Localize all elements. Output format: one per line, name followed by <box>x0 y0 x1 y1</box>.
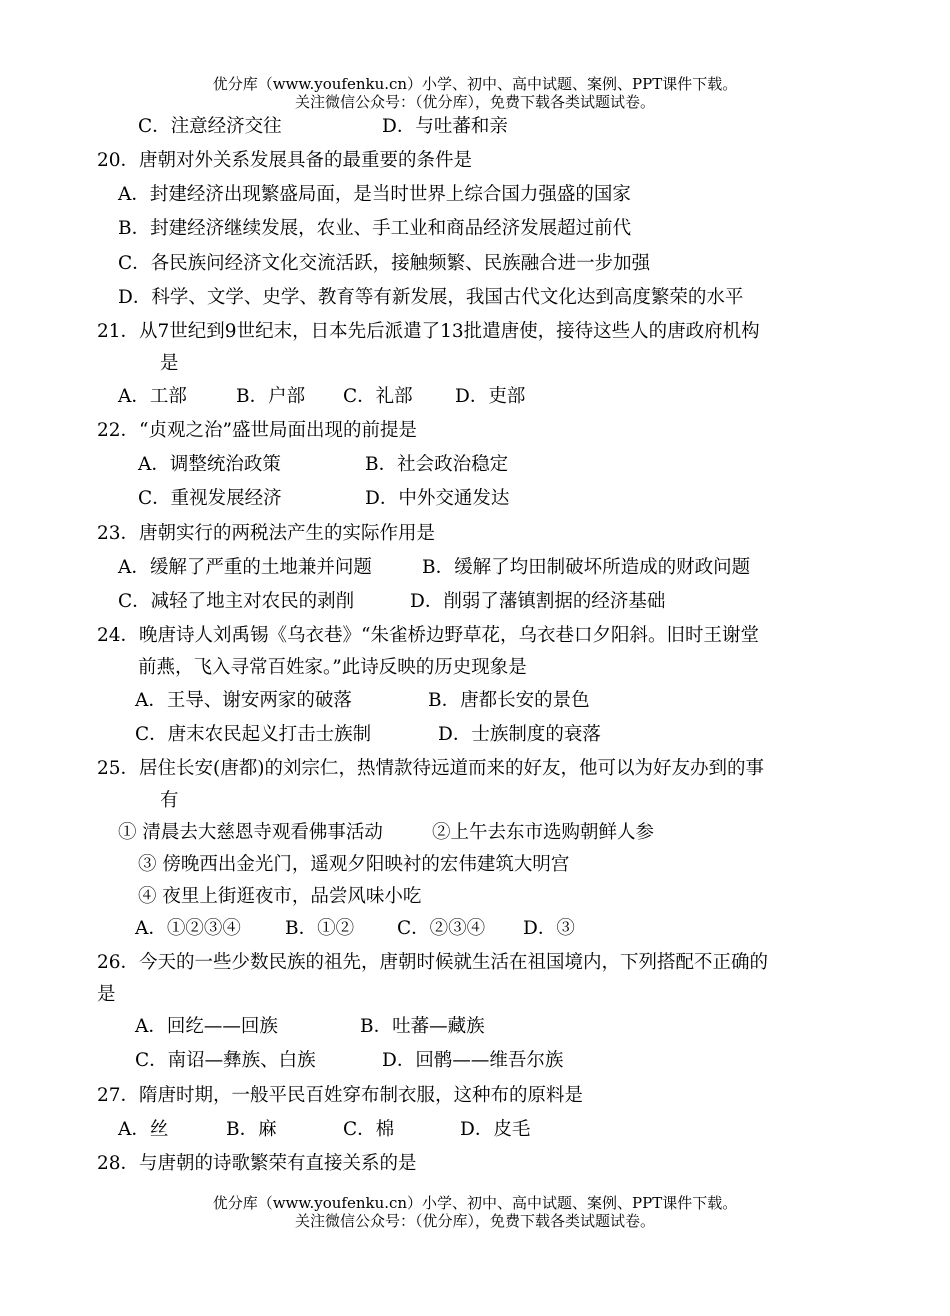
q26-stem-line-1: 26．今天的一些少数民族的祖先，唐朝时候就生活在祖国境内，下列搭配不正确的 <box>97 952 769 973</box>
q23-option-d: D．削弱了藩镇割据的经济基础 <box>410 591 666 612</box>
q25-option-c: C．②③④ <box>397 918 486 939</box>
q22-option-d: D．中外交通发达 <box>365 488 510 509</box>
q27-option-b: B．麻 <box>226 1119 277 1140</box>
q25-option-a: A．①②③④ <box>135 918 241 939</box>
q23-option-a: A．缓解了严重的土地兼并问题 <box>118 557 372 578</box>
q23-option-b: B．缓解了均田制破坏所造成的财政问题 <box>422 557 751 578</box>
q25-item-3: ③ 傍晚西出金光门，遥观夕阳映衬的宏伟建筑大明宫 <box>138 854 570 875</box>
q26-option-d: D．回鹘——维吾尔族 <box>382 1050 564 1071</box>
q24-stem-line-1: 24．晚唐诗人刘禹锡《乌衣巷》“朱雀桥边野草花，乌衣巷口夕阳斜。旧时王谢堂 <box>97 625 760 646</box>
header-line-2: 关注微信公众号：（优分库），免费下载各类试题试卷。 <box>294 93 655 111</box>
q24-option-a: A．王导、谢安两家的破落 <box>135 690 352 711</box>
header-line-1: 优分库（www.youfenku.cn）小学、初中、高中试题、案例、PPT课件下载。 <box>212 75 738 93</box>
q26-option-c: C．南诏—彝族、白族 <box>135 1050 316 1071</box>
q20-stem: 20．唐朝对外关系发展具备的最重要的条件是 <box>97 150 473 171</box>
q19-option-d: D．与吐蕃和亲 <box>382 116 508 137</box>
q20-option-d: D．科学、文学、史学、教育等有新发展，我国古代文化达到高度繁荣的水平 <box>118 287 744 308</box>
q19-option-c: C．注意经济交往 <box>138 116 282 137</box>
q22-option-b: B．社会政治稳定 <box>365 454 509 475</box>
q25-option-b: B．①② <box>285 918 355 939</box>
footer-line-1: 优分库（www.youfenku.cn）小学、初中、高中试题、案例、PPT课件下载。 <box>212 1194 738 1212</box>
q27-stem: 27．隋唐时期，一般平民百姓穿布制衣服，这种布的原料是 <box>97 1085 584 1106</box>
footer-line-2: 关注微信公众号：（优分库），免费下载各类试题试卷。 <box>294 1212 655 1230</box>
q25-item-4: ④ 夜里上街逛夜市，品尝风味小吃 <box>138 886 422 907</box>
q21-option-c: C．礼部 <box>343 386 413 407</box>
q24-stem-line-2: 前燕，飞入寻常百姓家。”此诗反映的历史现象是 <box>138 657 527 678</box>
q20-option-c: C．各民族问经济文化交流活跃，接触频繁、民族融合进一步加强 <box>118 253 651 274</box>
q23-option-c: C．减轻了地主对农民的剥削 <box>118 591 355 612</box>
q25-item-2: ②上午去东市选购朝鲜人参 <box>432 822 655 843</box>
q21-option-b: B．户部 <box>236 386 306 407</box>
q22-option-c: C．重视发展经济 <box>138 488 282 509</box>
q24-option-c: C．唐末农民起义打击士族制 <box>135 724 372 745</box>
q25-stem-line-1: 25．居住长安(唐都)的刘宗仁，热情款待远道而来的好友，他可以为好友办到的事 <box>97 758 764 779</box>
q21-stem-line-1: 21．从7世纪到9世纪末，日本先后派遣了13批遣唐使，接待这些人的唐政府机构 <box>97 321 760 342</box>
q25-item-1: ① 清晨去大慈恩寺观看佛事活动 <box>118 822 383 843</box>
q25-option-d: D．③ <box>523 918 575 939</box>
q25-stem-line-2: 有 <box>160 790 179 811</box>
q21-option-a: A．工部 <box>118 386 187 407</box>
q21-option-d: D．吏部 <box>455 386 526 407</box>
q23-stem: 23．唐朝实行的两税法产生的实际作用是 <box>97 523 436 544</box>
q20-option-b: B．封建经济继续发展，农业、手工业和商品经济发展超过前代 <box>118 218 632 239</box>
q27-option-a: A．丝 <box>118 1119 169 1140</box>
q26-option-b: B．吐蕃—藏族 <box>360 1016 485 1037</box>
q24-option-b: B．唐都长安的景色 <box>428 690 590 711</box>
q20-option-a: A．封建经济出现繁盛局面，是当时世界上综合国力强盛的国家 <box>118 184 631 205</box>
q21-stem-line-2: 是 <box>160 353 179 374</box>
q26-stem-line-2: 是 <box>97 984 116 1005</box>
q24-option-d: D．士族制度的衰落 <box>438 724 601 745</box>
q26-option-a: A．回纥——回族 <box>135 1016 278 1037</box>
q22-option-a: A．调整统治政策 <box>138 454 281 475</box>
q27-option-d: D．皮毛 <box>460 1119 531 1140</box>
q27-option-c: C．棉 <box>343 1119 395 1140</box>
q28-stem: 28．与唐朝的诗歌繁荣有直接关系的是 <box>97 1153 417 1174</box>
q22-stem: 22．“贞观之治”盛世局面出现的前提是 <box>97 420 417 441</box>
